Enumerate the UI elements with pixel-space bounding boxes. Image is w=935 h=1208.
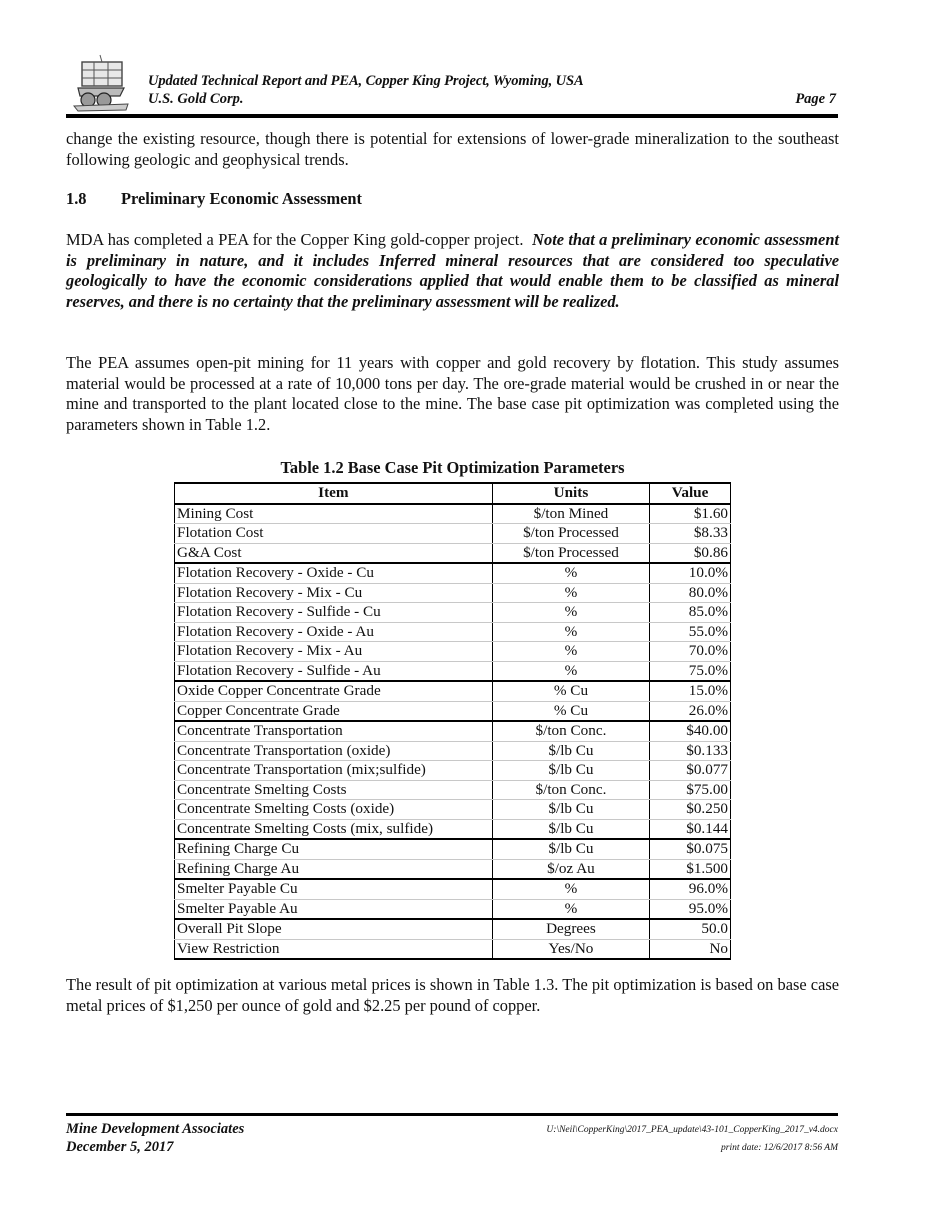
table-header-row [175, 483, 731, 504]
item-cell: Flotation Cost [175, 524, 493, 544]
value-cell: $0.075 [650, 839, 731, 859]
value-cell: 85.0% [650, 603, 731, 623]
item-cell: Flotation Recovery - Sulfide - Cu [175, 603, 493, 623]
item-cell: Concentrate Smelting Costs [175, 780, 493, 800]
item-cell: Flotation Recovery - Mix - Au [175, 642, 493, 662]
section-number: 1.8 [66, 189, 87, 208]
section-title: Preliminary Economic Assessment [121, 189, 362, 208]
table-row [175, 721, 731, 741]
item-cell: Concentrate Smelting Costs (oxide) [175, 800, 493, 820]
value-cell: $0.86 [650, 543, 731, 563]
item-cell: Flotation Recovery - Oxide - Au [175, 622, 493, 642]
item-cell: Mining Cost [175, 504, 493, 524]
item-cell: Concentrate Transportation (mix;sulfide) [175, 761, 493, 781]
table-row [175, 919, 731, 939]
value-cell: $75.00 [650, 780, 731, 800]
item-cell: Concentrate Transportation (oxide) [175, 741, 493, 761]
table-row [175, 524, 731, 544]
paragraph-continuation: change the existing resource, though there is potential for extensions of lower-grade mineralization to the southeast following geologic and geophysical trends. [66, 129, 839, 169]
value-cell: 10.0% [650, 563, 731, 583]
column-header-units: Units [492, 483, 649, 504]
item-cell: Flotation Recovery - Mix - Cu [175, 583, 493, 603]
units-cell: $/lb Cu [492, 800, 649, 820]
units-cell: % Cu [492, 681, 649, 701]
units-cell: $/ton Processed [492, 543, 649, 563]
table-row [175, 563, 731, 583]
item-cell: Smelter Payable Au [175, 899, 493, 919]
item-cell: Concentrate Smelting Costs (mix, sulfide) [175, 819, 493, 839]
units-cell: % Cu [492, 701, 649, 721]
units-cell: % [492, 879, 649, 899]
units-cell: $/oz Au [492, 859, 649, 879]
report-title: Updated Technical Report and PEA, Copper King Project, Wyoming, USA [148, 73, 584, 89]
value-cell: 95.0% [650, 899, 731, 919]
item-cell: Flotation Recovery - Oxide - Cu [175, 563, 493, 583]
item-cell: Overall Pit Slope [175, 919, 493, 939]
company-name: U.S. Gold Corp. [148, 91, 244, 107]
table-row [175, 622, 731, 642]
table-row [175, 661, 731, 681]
units-cell: % [492, 583, 649, 603]
units-cell: $/lb Cu [492, 839, 649, 859]
pea-intro-text: MDA has completed a PEA for the Copper King gold-copper project. [66, 230, 533, 249]
table-row [175, 839, 731, 859]
value-cell: $0.077 [650, 761, 731, 781]
units-cell: % [492, 603, 649, 623]
value-cell: 96.0% [650, 879, 731, 899]
units-cell: $/lb Cu [492, 761, 649, 781]
pea-cautionary-statement: Note that a preliminary economic assessment is preliminary in nature, and it includes Inferred mineral resources that are considered too speculative geologically to have the economic considerations applied that would enable them to be classified as mineral reserves, and there is no certainty that the preliminary assessment will be realized. [66, 230, 839, 312]
paragraph-results: The result of pit optimization at various metal prices is shown in Table 1.3. The pit optimization is based on base case metal prices of $1,250 per ounce of gold and $2.25 per pound of copper. [66, 975, 839, 1015]
table-row [175, 603, 731, 623]
value-cell: $8.33 [650, 524, 731, 544]
table-row [175, 583, 731, 603]
value-cell: 26.0% [650, 701, 731, 721]
header-divider [66, 114, 838, 118]
item-cell: G&A Cost [175, 543, 493, 563]
footer-company: Mine Development Associates [66, 1121, 245, 1137]
value-cell: 55.0% [650, 622, 731, 642]
item-cell: Refining Charge Cu [175, 839, 493, 859]
item-cell: Oxide Copper Concentrate Grade [175, 681, 493, 701]
units-cell: $/lb Cu [492, 819, 649, 839]
item-cell: Refining Charge Au [175, 859, 493, 879]
value-cell: $0.250 [650, 800, 731, 820]
units-cell: % [492, 622, 649, 642]
table-row [175, 741, 731, 761]
table-row [175, 859, 731, 879]
table-row [175, 642, 731, 662]
units-cell: % [492, 563, 649, 583]
table-caption: Table 1.2 Base Case Pit Optimization Parameters [280, 458, 625, 477]
item-cell: Smelter Payable Cu [175, 879, 493, 899]
value-cell: No [650, 939, 731, 959]
value-cell: $40.00 [650, 721, 731, 741]
page-number: Page 7 [795, 91, 836, 107]
table-row [175, 681, 731, 701]
item-cell: Flotation Recovery - Sulfide - Au [175, 661, 493, 681]
units-cell: $/ton Mined [492, 504, 649, 524]
footer-file-path: U:\Neil\CopperKing\2017_PEA_update\43-101_CopperKing_2017_v4.docx [546, 1125, 838, 1135]
table-row [175, 543, 731, 563]
parameters-table [174, 482, 731, 960]
units-cell: Yes/No [492, 939, 649, 959]
table-row [175, 800, 731, 820]
units-cell: % [492, 661, 649, 681]
units-cell: $/ton Processed [492, 524, 649, 544]
value-cell: 70.0% [650, 642, 731, 662]
table-row [175, 761, 731, 781]
section-heading [66, 189, 362, 209]
value-cell: 80.0% [650, 583, 731, 603]
units-cell: % [492, 899, 649, 919]
units-cell: Degrees [492, 919, 649, 939]
table-row [175, 819, 731, 839]
value-cell: 75.0% [650, 661, 731, 681]
value-cell: $0.144 [650, 819, 731, 839]
footer-divider [66, 1113, 838, 1116]
value-cell: $1.500 [650, 859, 731, 879]
table-row [175, 899, 731, 919]
table-row [175, 780, 731, 800]
paragraph-pea-assumptions: The PEA assumes open-pit mining for 11 years with copper and gold recovery by flotation. This study assumes material would be processed at a rate of 10,000 tons per day. The ore-grade material would be crushed in or near the mine and transported to the plant located close to the mine. The base case pit optimization was completed using the parameters shown in Table 1.2. [66, 353, 839, 435]
item-cell: Copper Concentrate Grade [175, 701, 493, 721]
value-cell: $1.60 [650, 504, 731, 524]
table-row [175, 939, 731, 959]
table-row [175, 504, 731, 524]
units-cell: % [492, 642, 649, 662]
mining-machine-logo-icon [70, 54, 132, 112]
footer-date: December 5, 2017 [66, 1139, 174, 1155]
page-header [66, 54, 838, 116]
value-cell: $0.133 [650, 741, 731, 761]
item-cell: Concentrate Transportation [175, 721, 493, 741]
units-cell: $/lb Cu [492, 741, 649, 761]
item-cell: View Restriction [175, 939, 493, 959]
table-row [175, 701, 731, 721]
value-cell: 50.0 [650, 919, 731, 939]
footer-print-date: print date: 12/6/2017 8:56 AM [721, 1143, 838, 1153]
paragraph-pea-intro [66, 230, 839, 313]
units-cell: $/ton Conc. [492, 721, 649, 741]
value-cell: 15.0% [650, 681, 731, 701]
units-cell: $/ton Conc. [492, 780, 649, 800]
column-header-value: Value [650, 483, 731, 504]
table-row [175, 879, 731, 899]
column-header-item: Item [175, 483, 493, 504]
